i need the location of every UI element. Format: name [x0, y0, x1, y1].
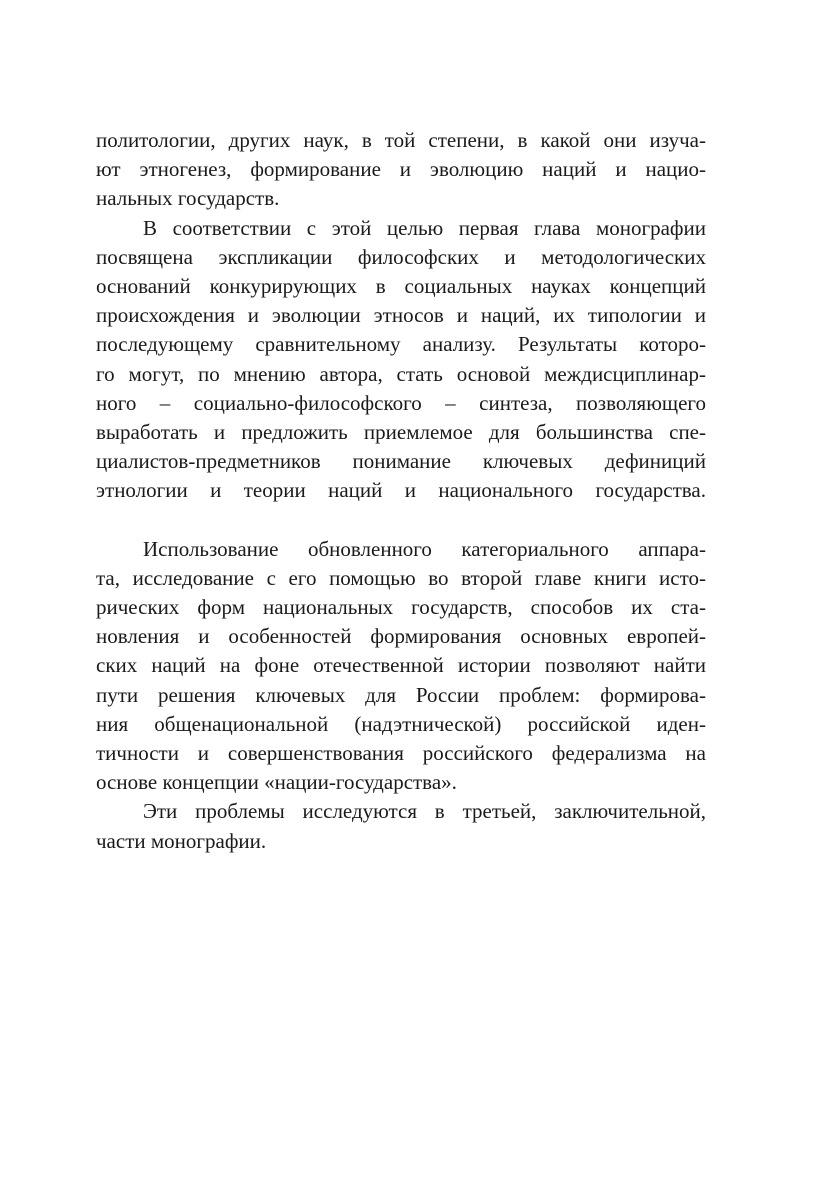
text-line: рических форм национальных государств, способов их ста- [96, 595, 706, 619]
text-line: пути решения ключевых для России проблем: формирова- [96, 682, 706, 707]
text-line: посвящена экспликации философских и методологических [96, 244, 706, 269]
body-text [96, 126, 706, 856]
paragraph [96, 797, 706, 855]
text-line: Эти проблемы исследуются в третьей, заключительной, [143, 799, 706, 824]
text-line: Использование обновленного категориального аппара- [143, 536, 706, 561]
text-line: го могут, по мнению автора, стать основой междисциплинар- [96, 361, 706, 386]
text-line: ских наций на фоне отечественной истории позволяют найти [96, 653, 706, 678]
text-line: основе концепции «нации-государства». [96, 770, 457, 795]
text-line: циалистов-предметников понимание ключевых дефиниций [96, 449, 706, 474]
text-line: тичности и совершенствования российского федерализма на [96, 740, 706, 765]
paragraph [96, 214, 706, 535]
text-line [96, 505, 706, 534]
text-line: ния общенациональной (надэтнической) российской иден- [96, 711, 706, 736]
text-line: части монографии. [96, 828, 267, 853]
text-line: ют этногенез, формирование и эволюцию наций и нацио- [96, 157, 706, 182]
text-line: политологии, других наук, в той степени, в какой они изуча- [96, 128, 706, 152]
text-line: нальных государств. [96, 186, 280, 211]
text-line: новления и особенностей формирования основных европей- [96, 624, 706, 649]
text-line: последующему сравнительному анализу. Результаты которо- [96, 332, 706, 357]
text-line: та, исследование с его помощью во второй главе книги исто- [96, 565, 706, 590]
paragraph [96, 126, 706, 214]
text-line: происхождения и эволюции этносов и наций, их типологии и [96, 303, 706, 328]
text-line: В соответствии с этой целью первая глава монографии [143, 215, 706, 240]
paragraph [96, 535, 706, 798]
text-line: выработать и предложить приемлемое для большинства спе- [96, 419, 706, 444]
text-line: оснований конкурирующих в социальных науках концепций [96, 273, 706, 298]
text-line: этнологии и теории наций и национального государства. [96, 478, 706, 503]
text-line: ного – социально-философского – синтеза, позволяющего [96, 390, 706, 415]
